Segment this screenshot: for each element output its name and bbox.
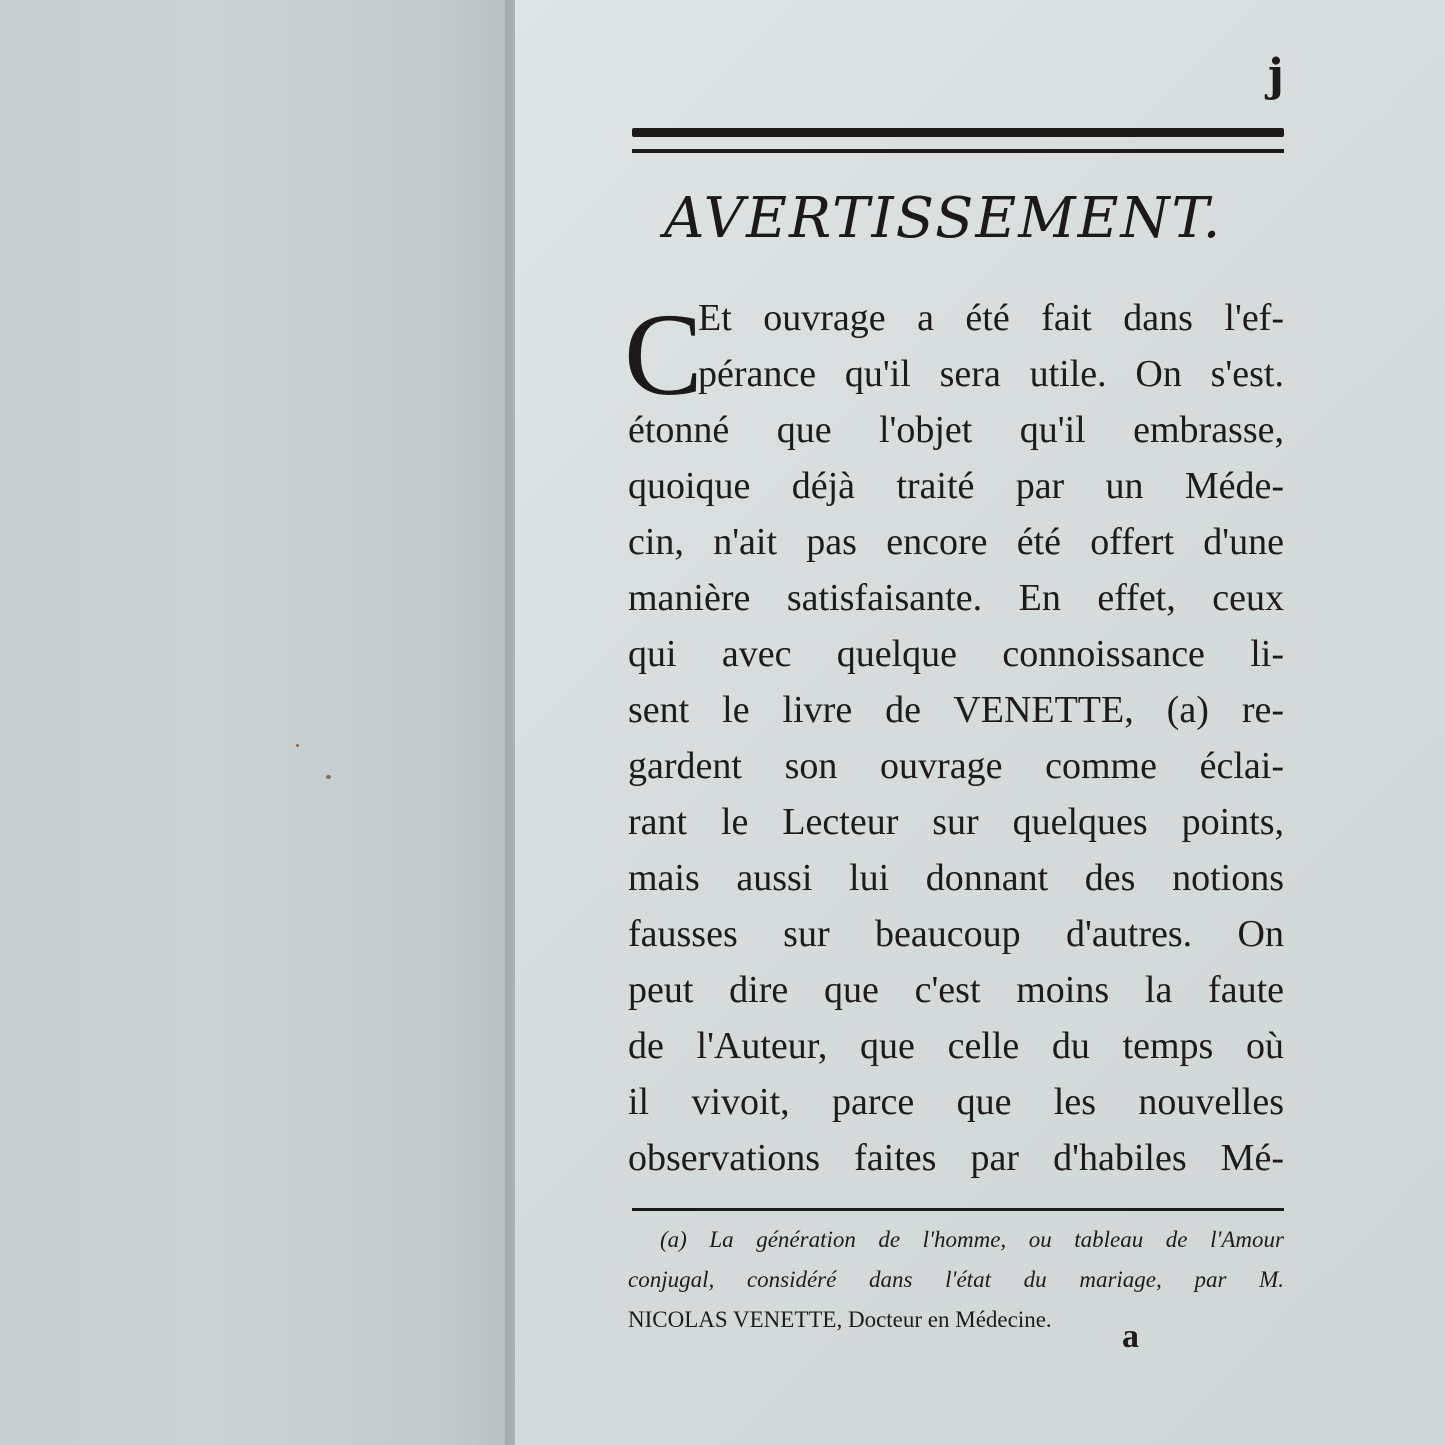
text-line-11: mais aussi lui donnant des notions — [628, 857, 1284, 899]
text-line-4: quoique déjà traité par un Méde- — [628, 465, 1284, 507]
text-line-2: pérance qu'il sera utile. On s'est. — [698, 353, 1284, 395]
text-line-10: rant le Lecteur sur quelques points, — [628, 801, 1284, 843]
footnote-line-1: (a) La génération de l'homme, ou tableau de l'Amour — [660, 1227, 1284, 1252]
text-line-16: observations faites par d'habiles Mé- — [628, 1137, 1284, 1179]
text-line-15: il vivoit, parce que les nouvelles — [628, 1081, 1284, 1123]
footnote-line-2: conjugal, considéré dans l'état du mariage, par M. — [628, 1267, 1284, 1292]
text-line-14: de l'Auteur, que celle du temps où — [628, 1025, 1284, 1067]
left-page-blank — [0, 0, 515, 1445]
footnote-line-3: NICOLAS VENETTE, Docteur en Médecine. — [628, 1307, 1052, 1332]
drop-cap: C — [624, 289, 703, 420]
header-rule-thick — [632, 128, 1284, 137]
text-line-1: Et ouvrage a été fait dans l'ef- — [698, 297, 1284, 339]
header-rule-thin — [632, 149, 1284, 153]
text-line-5: cin, n'ait pas encore été offert d'une — [628, 521, 1284, 563]
text-line-6: manière satisfaisante. En effet, ceux — [628, 577, 1284, 619]
footnote-rule — [632, 1208, 1284, 1211]
text-line-12: fausses sur beaucoup d'autres. On — [628, 913, 1284, 955]
text-line-3: étonné que l'objet qu'il embrasse, — [628, 409, 1284, 451]
text-line-8: sent le livre de VENETTE, (a) re- — [628, 689, 1284, 731]
folio-mark: j — [1268, 50, 1284, 101]
text-line-9: gardent son ouvrage comme éclai- — [628, 745, 1284, 787]
text-line-13: peut dire que c'est moins la faute — [628, 969, 1284, 1011]
text-line-7: qui avec quelque connoissance li- — [628, 633, 1284, 675]
foxing-spot — [296, 744, 299, 747]
foxing-spot — [326, 775, 331, 779]
signature-mark: a — [1122, 1318, 1139, 1355]
page-heading: AVERTISSEMENT. — [664, 186, 1223, 251]
